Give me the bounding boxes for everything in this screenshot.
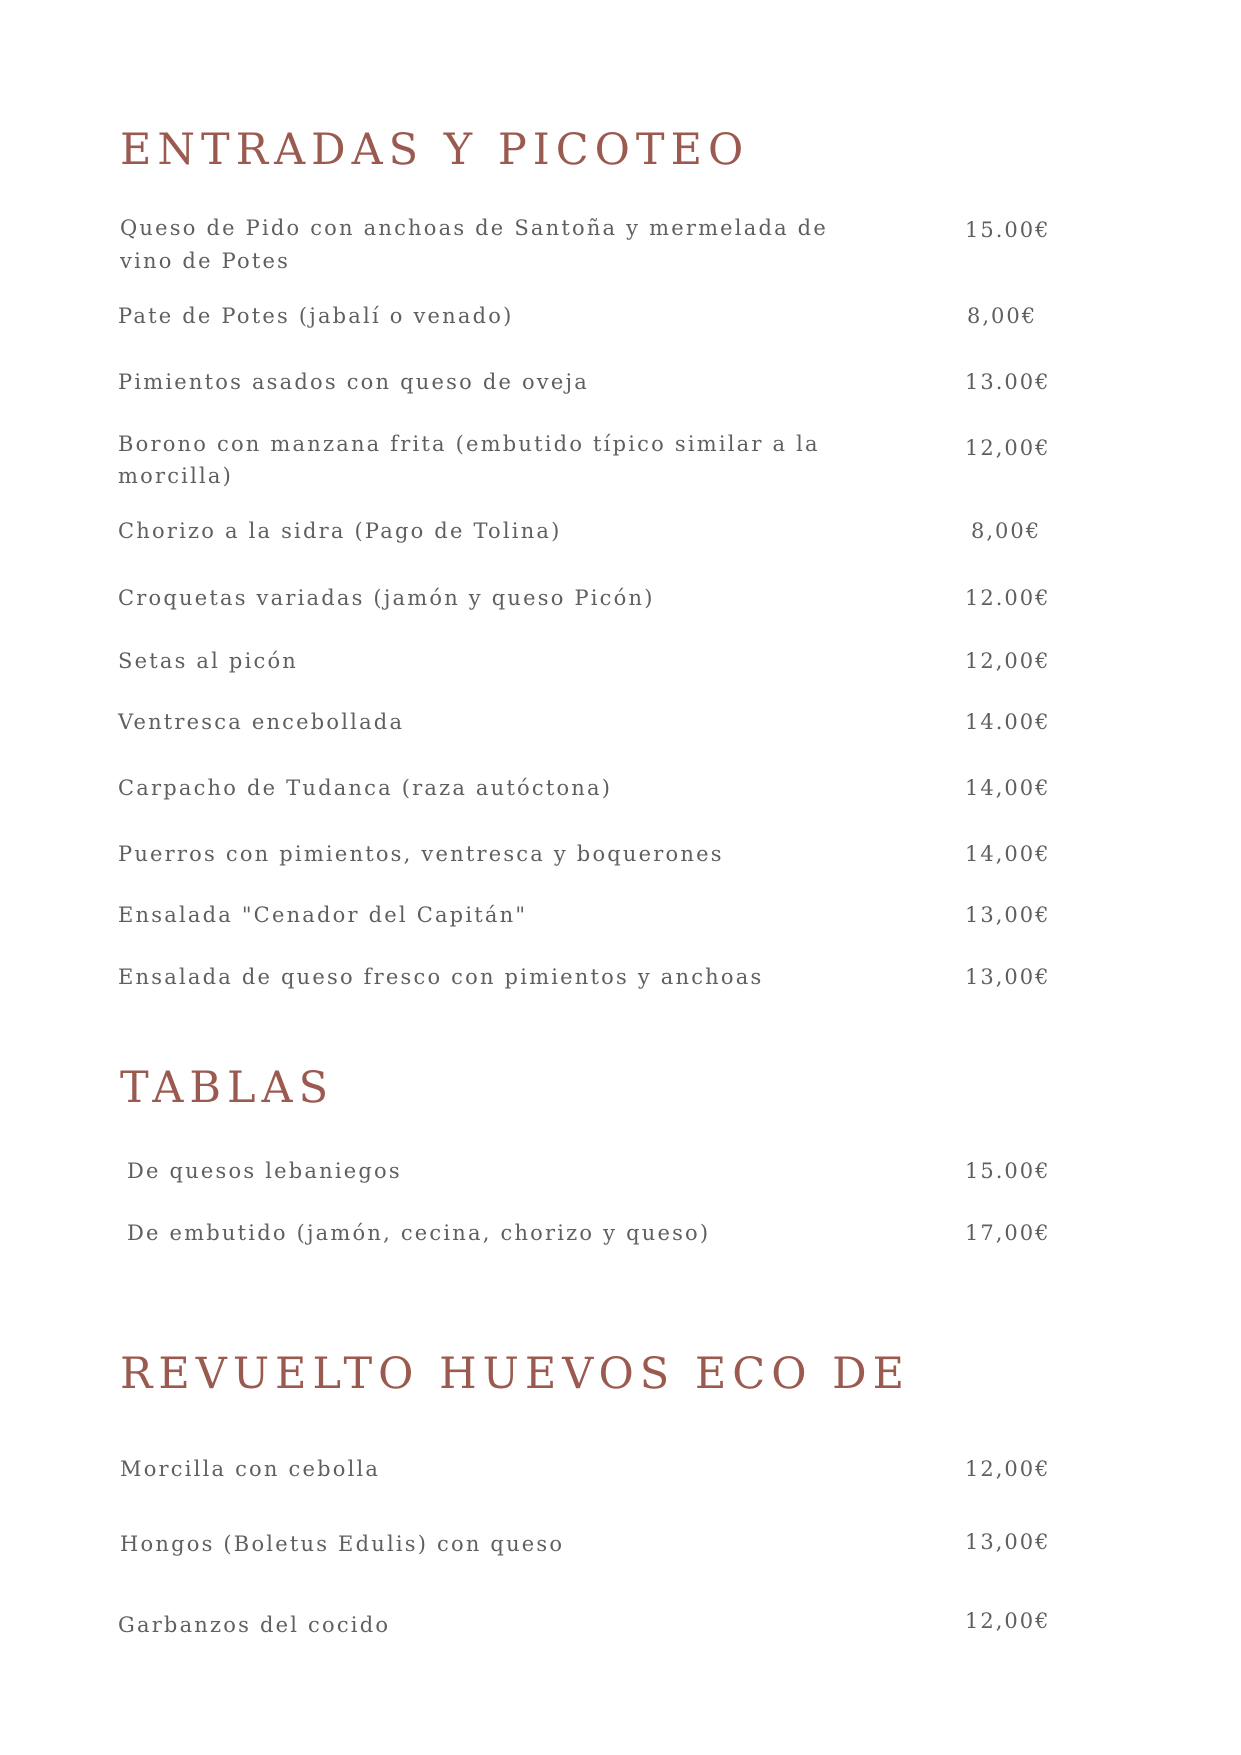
menu-item-price: 13.00€ xyxy=(965,370,1051,394)
menu-item-price: 17,00€ xyxy=(965,1221,1051,1245)
menu-item-ventresca: Ventresca encebollada xyxy=(118,710,405,734)
menu-item-embutido: De embutido (jamón, cecina, chorizo y queso) xyxy=(127,1221,711,1245)
menu-item-price: 14.00€ xyxy=(965,710,1051,734)
menu-item-queso-pido-line1: Queso de Pido con anchoas de Santoña y mermelada de xyxy=(120,216,828,240)
menu-item-price: 13,00€ xyxy=(965,965,1051,989)
menu-item-croquetas: Croquetas variadas (jamón y queso Picón) xyxy=(118,586,655,610)
section-title-entradas: ENTRADAS Y PICOTEO xyxy=(120,125,750,175)
menu-item-hongos: Hongos (Boletus Edulis) con queso xyxy=(120,1532,565,1556)
menu-item-price: 14,00€ xyxy=(965,842,1051,866)
section-title-tablas: TABLAS xyxy=(120,1063,335,1113)
menu-item-morcilla: Morcilla con cebolla xyxy=(120,1457,381,1481)
menu-item-price: 13,00€ xyxy=(965,1530,1051,1554)
menu-item-price: 8,00€ xyxy=(971,519,1042,543)
menu-item-price: 12,00€ xyxy=(965,436,1051,460)
menu-item-carpacho: Carpacho de Tudanca (raza autóctona) xyxy=(118,776,613,800)
menu-item-ensalada-cenador: Ensalada "Cenador del Capitán" xyxy=(118,903,528,927)
menu-item-borono-line1: Borono con manzana frita (embutido típico similar a la xyxy=(118,432,820,456)
menu-item-quesos-lebaniegos: De quesos lebaniegos xyxy=(127,1159,402,1183)
menu-item-price: 15.00€ xyxy=(965,218,1051,242)
menu-item-puerros: Puerros con pimientos, ventresca y boquerones xyxy=(118,842,724,866)
menu-item-borono-line2: morcilla) xyxy=(118,464,234,488)
menu-item-price: 12,00€ xyxy=(965,1609,1051,1633)
menu-item-garbanzos: Garbanzos del cocido xyxy=(118,1613,391,1637)
menu-item-price: 12.00€ xyxy=(965,586,1051,610)
menu-item-queso-pido-line2: vino de Potes xyxy=(120,249,291,273)
menu-item-chorizo-sidra: Chorizo a la sidra (Pago de Tolina) xyxy=(118,519,562,543)
menu-item-price: 14,00€ xyxy=(965,776,1051,800)
menu-item-price: 12,00€ xyxy=(965,649,1051,673)
menu-item-pate-potes: Pate de Potes (jabalí o venado) xyxy=(118,304,514,328)
menu-item-price: 15.00€ xyxy=(965,1159,1051,1183)
menu-item-price: 8,00€ xyxy=(967,304,1038,328)
menu-item-price: 12,00€ xyxy=(965,1457,1051,1481)
menu-item-setas-picon: Setas al picón xyxy=(118,649,299,673)
section-title-revuelto: REVUELTO HUEVOS ECO DE xyxy=(120,1349,910,1399)
menu-item-ensalada-queso: Ensalada de queso fresco con pimientos y anchoas xyxy=(118,965,764,989)
menu-item-pimientos-asados: Pimientos asados con queso de oveja xyxy=(118,370,589,394)
menu-item-price: 13,00€ xyxy=(965,903,1051,927)
